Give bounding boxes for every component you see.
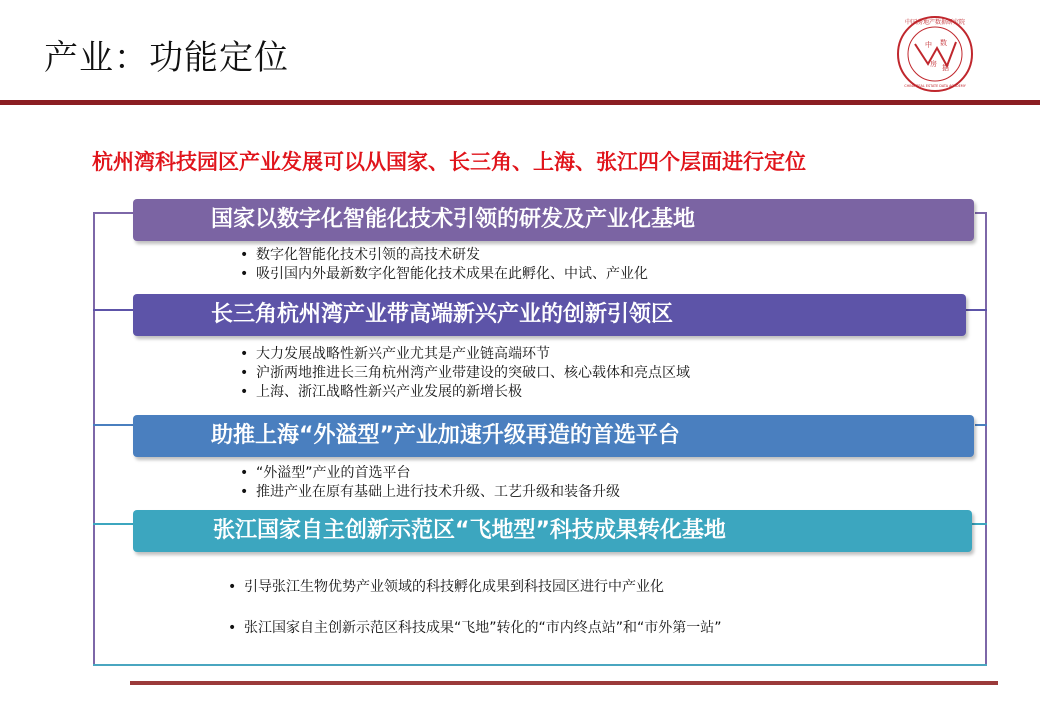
footer-divider: [130, 681, 998, 685]
section-heading-shanghai: 助推上海“外溢型”产业加速升级再造的首选平台: [133, 415, 974, 457]
list-item: • 推进产业在原有基础上进行技术升级、工艺升级和装备升级: [240, 484, 620, 500]
section-heading-national: 国家以数字化智能化技术引领的研发及产业化基地: [133, 199, 974, 241]
list-item: • 张江国家自主创新示范区科技成果“飞地”转化的“市内终点站”和“市外第一站”: [228, 620, 722, 636]
list-item: • “外溢型”产业的首选平台: [240, 465, 411, 481]
title-divider: [0, 100, 1040, 105]
logo-bottom-text: CHINA REAL ESTATE DATA ACADEMY: [904, 84, 966, 88]
connector-2: [93, 309, 133, 311]
connector-1: [93, 212, 133, 214]
connector-right-2: [966, 309, 987, 311]
logo: [890, 14, 980, 94]
section-bullets-yangtze-delta: [240, 345, 690, 402]
logo-char-2: 数: [940, 39, 947, 47]
section-heading-yangtze-delta: 长三角杭州湾产业带高端新兴产业的创新引领区: [133, 294, 966, 336]
connector-4: [93, 523, 133, 525]
subtitle: 杭州湾科技园区产业发展可以从国家、长三角、上海、张江四个层面进行定位: [92, 150, 806, 174]
list-item: • 数字化智能化技术引领的高技术研发: [240, 247, 480, 263]
list-item: • 吸引国内外最新数字化智能化技术成果在此孵化、中试、产业化: [240, 266, 648, 282]
connector-3: [93, 424, 133, 426]
list-item: • 上海、浙江战略性新兴产业发展的新增长极: [240, 384, 522, 400]
connector-right-4: [972, 523, 987, 525]
list-item: • 引导张江生物优势产业领域的科技孵化成果到科技园区进行中产业化: [228, 579, 664, 595]
logo-arc-text: 中国房地产数据研究院: [904, 19, 966, 26]
logo-char-4: 据: [942, 64, 949, 72]
connector-right-1: [975, 212, 987, 214]
connector-right-3: [975, 424, 987, 426]
section-bullets-shanghai: [240, 464, 620, 502]
section-bullets-national: [240, 246, 648, 284]
section-heading-zhangjiang: 张江国家自主创新示范区“飞地型”科技成果转化基地: [133, 510, 972, 552]
logo-char-3: 房: [930, 60, 937, 68]
right-bracket-line: [975, 212, 987, 666]
list-item: • 沪浙两地推进长三角杭州湾产业带建设的突破口、核心载体和亮点区域: [240, 365, 690, 381]
left-bracket-line: [93, 212, 133, 666]
logo-char-1: 中: [925, 41, 932, 49]
page-title: 产业：功能定位: [44, 38, 289, 78]
bracket-bottom-line: [93, 664, 987, 666]
list-item: • 大力发展战略性新兴产业尤其是产业链高端环节: [240, 346, 550, 362]
